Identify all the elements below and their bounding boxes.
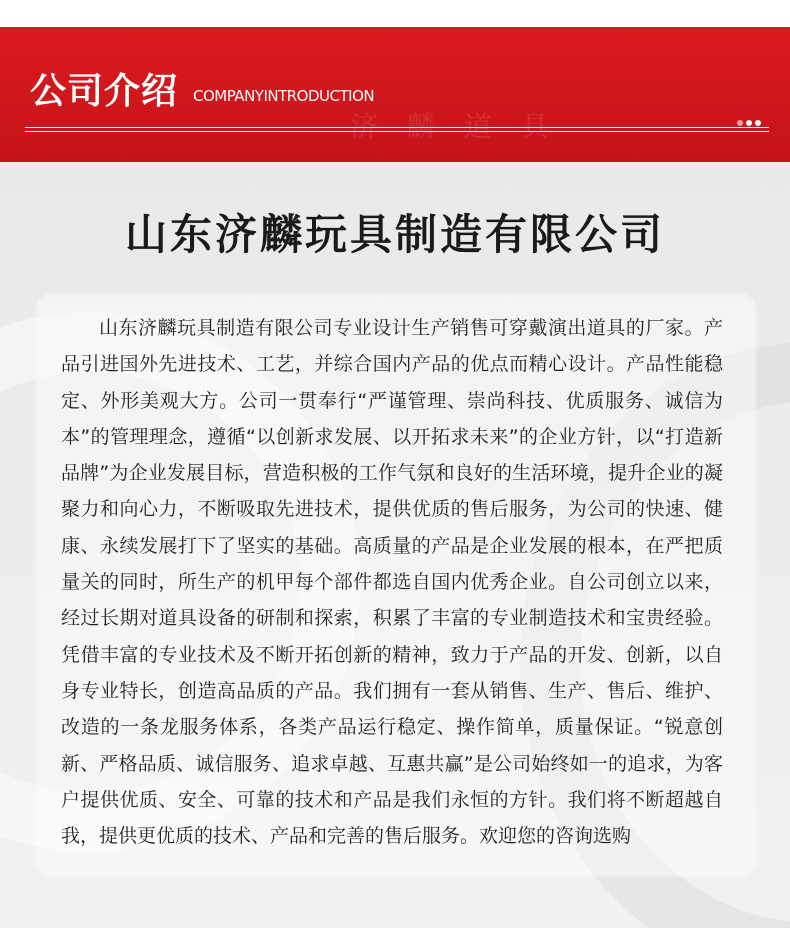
header-banner: [0, 27, 790, 162]
dot-indicator[interactable]: [755, 120, 761, 126]
divider-line: [25, 127, 769, 128]
divider-line: [25, 131, 769, 132]
dot-indicator[interactable]: [737, 120, 743, 126]
content-area: [0, 162, 790, 928]
company-name: 山东济麟玩具制造有限公司: [124, 210, 665, 259]
dot-indicator[interactable]: [746, 120, 752, 126]
company-description: 山东济麟玩具制造有限公司专业设计生产销售可穿戴演出道具的厂家。产品引进国外先进技术、工艺，并综合国内产品的优点而精心设计。产品性能稳定、外形美观大方。公司一贯奉行“严谨管理、崇尚科技、优质服务、诚信为本”的管理理念，遵循“以创新求发展、以开拓求未来”的企业方针，以“打造新品牌”为企业发展目标，营造积极的工作气氛和良好的生活环境，提升企业的凝聚力和向心力，不断吸取先进技术，提供优质的售后服务，为公司的快速、健康、永续发展打下了坚实的基础。高质量的产品是企业发展的根本，在严把质量关的同时，所生产的机甲每个部件都选自国内优秀企业。自公司创立以来，经过长期对道具设备的研制和探索，积累了丰富的专业制造技术和宝贵经验。凭借丰富的专业技术及不断开拓创新的精神，致力于产品的开发、创新，以自身专业特长，创造高品质的产品。我们拥有一套从销售、生产、售后、维护、改造的一条龙服务体系，各类产品运行稳定、操作简单，质量保证。“锐意创新、严格品质、诚信服务、追求卓越、互惠共赢”是公司始终如一的追求，为客户提供优质、安全、可靠的技术和产品是我们永恒的方针。我们将不断超越自我，提供更优质的技术、产品和完善的售后服务。欢迎您的咨询选购: [61, 317, 723, 848]
section-subtitle: COMPANYINTRODUCTION: [193, 87, 375, 105]
section-title: 公司介绍: [30, 71, 179, 112]
banner-watermark: [350, 105, 559, 145]
